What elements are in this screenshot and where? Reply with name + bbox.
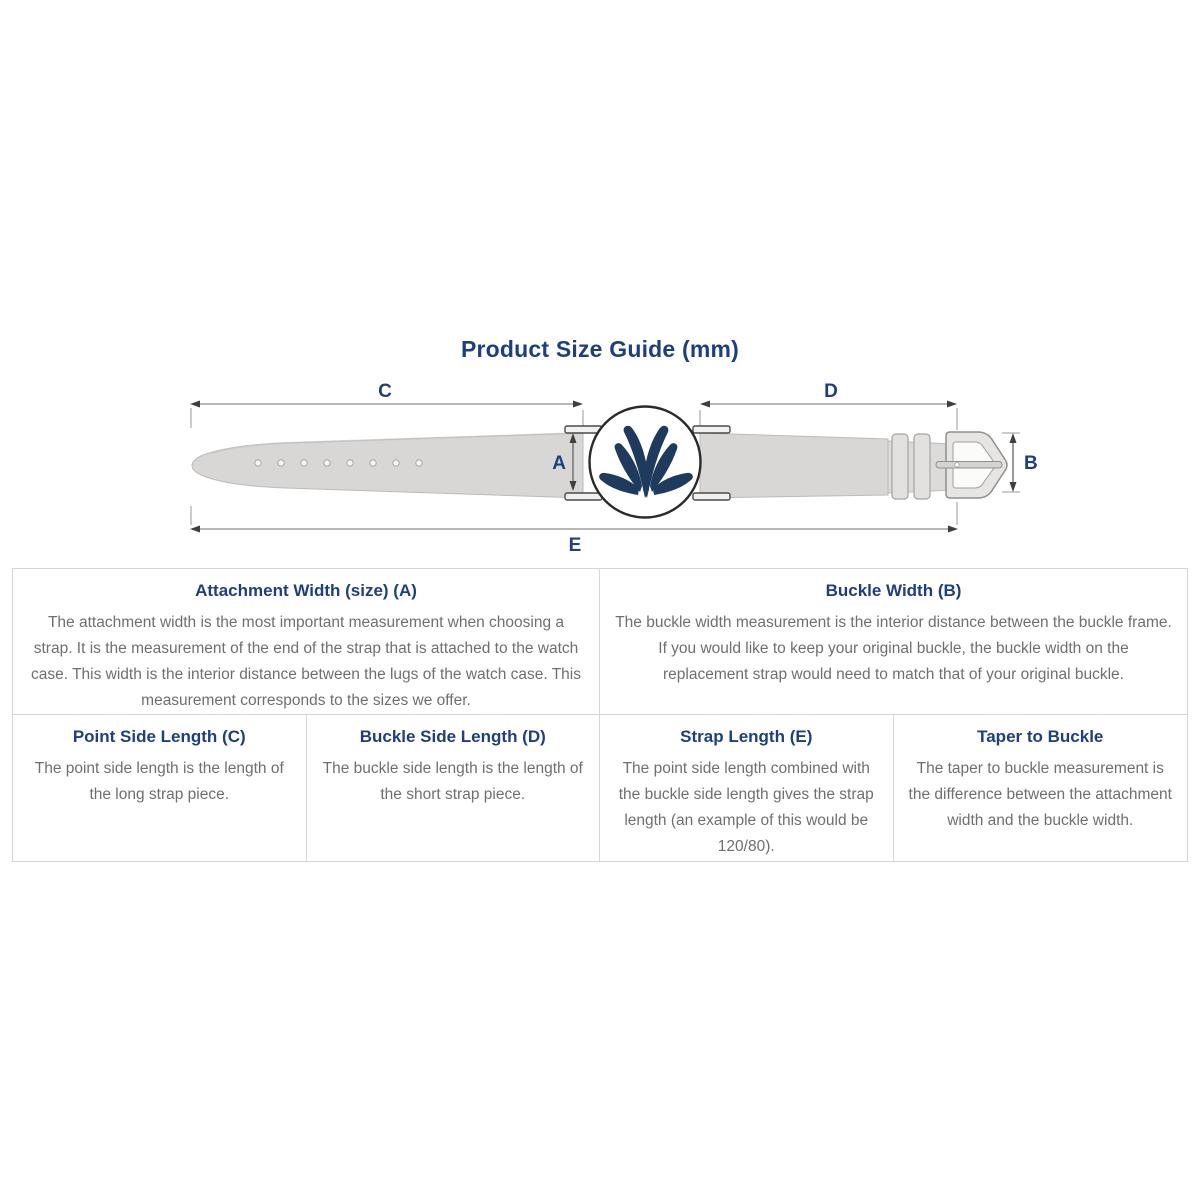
dimension-d [700,381,957,408]
cell-header-taper-to-buckle: Taper to Buckle [977,727,1104,746]
cell-header-strap-length: Strap Length (E) [680,727,813,746]
dim-label-a: A [552,453,566,474]
cell-body-strap-length: The point side length combined with the buckle side length gives the strap length (an example of this would be 120/80). [618,760,874,855]
cell-strap-length [600,715,894,861]
table-row-top [13,569,1187,715]
dim-label-d: D [824,381,838,402]
cell-header-point-side-length: Point Side Length (C) [72,727,246,746]
cell-header-attachment-width: Attachment Width (size) (A) [195,581,417,600]
cell-body-taper-to-buckle: The taper to buckle measurement is the difference between the attachment width and the buckle width. [908,760,1172,829]
watch-face [590,407,701,518]
strap-size-diagram [0,370,1200,570]
cell-header-buckle-side-length: Buckle Side Length (D) [359,727,546,746]
dim-label-b: B [1024,453,1038,474]
cell-header-buckle-width: Buckle Width (B) [825,581,962,600]
cell-taper-to-buckle [894,715,1188,861]
cell-body-point-side-length: The point side length is the length of the long strap piece. [34,760,284,803]
size-guide-table [12,568,1188,862]
dim-label-c: C [378,381,392,402]
page-title: Product Size Guide (mm) [460,336,740,362]
cell-point-side-length [13,715,307,861]
cell-buckle-side-length [307,715,601,861]
table-row-bottom [13,715,1187,861]
strap-point-side [192,433,583,498]
cell-body-attachment-width: The attachment width is the most important measurement when choosing a strap. It is the measurement of the end of the strap that is attached to the watch case. This width is the interior distance between the lugs of the watch case. This measurement corresponds to the sizes we offer. [31,614,581,709]
cell-body-buckle-side-length: The buckle side length is the length of the short strap piece. [322,760,583,803]
cell-buckle-width [600,569,1187,715]
strap-buckle-side [700,433,952,499]
buckle-pin [936,462,1002,469]
buckle [936,432,1007,498]
cell-body-buckle-width: The buckle width measurement is the interior distance between the buckle frame. If you would like to keep your original buckle, the buckle width on the replacement strap would need to match that of your original buckle. [615,614,1172,683]
dimension-c [190,381,583,408]
dim-label-e: E [568,535,582,556]
dimension-b [1010,433,1038,492]
cell-attachment-width [13,569,600,715]
dimension-e [190,526,958,557]
